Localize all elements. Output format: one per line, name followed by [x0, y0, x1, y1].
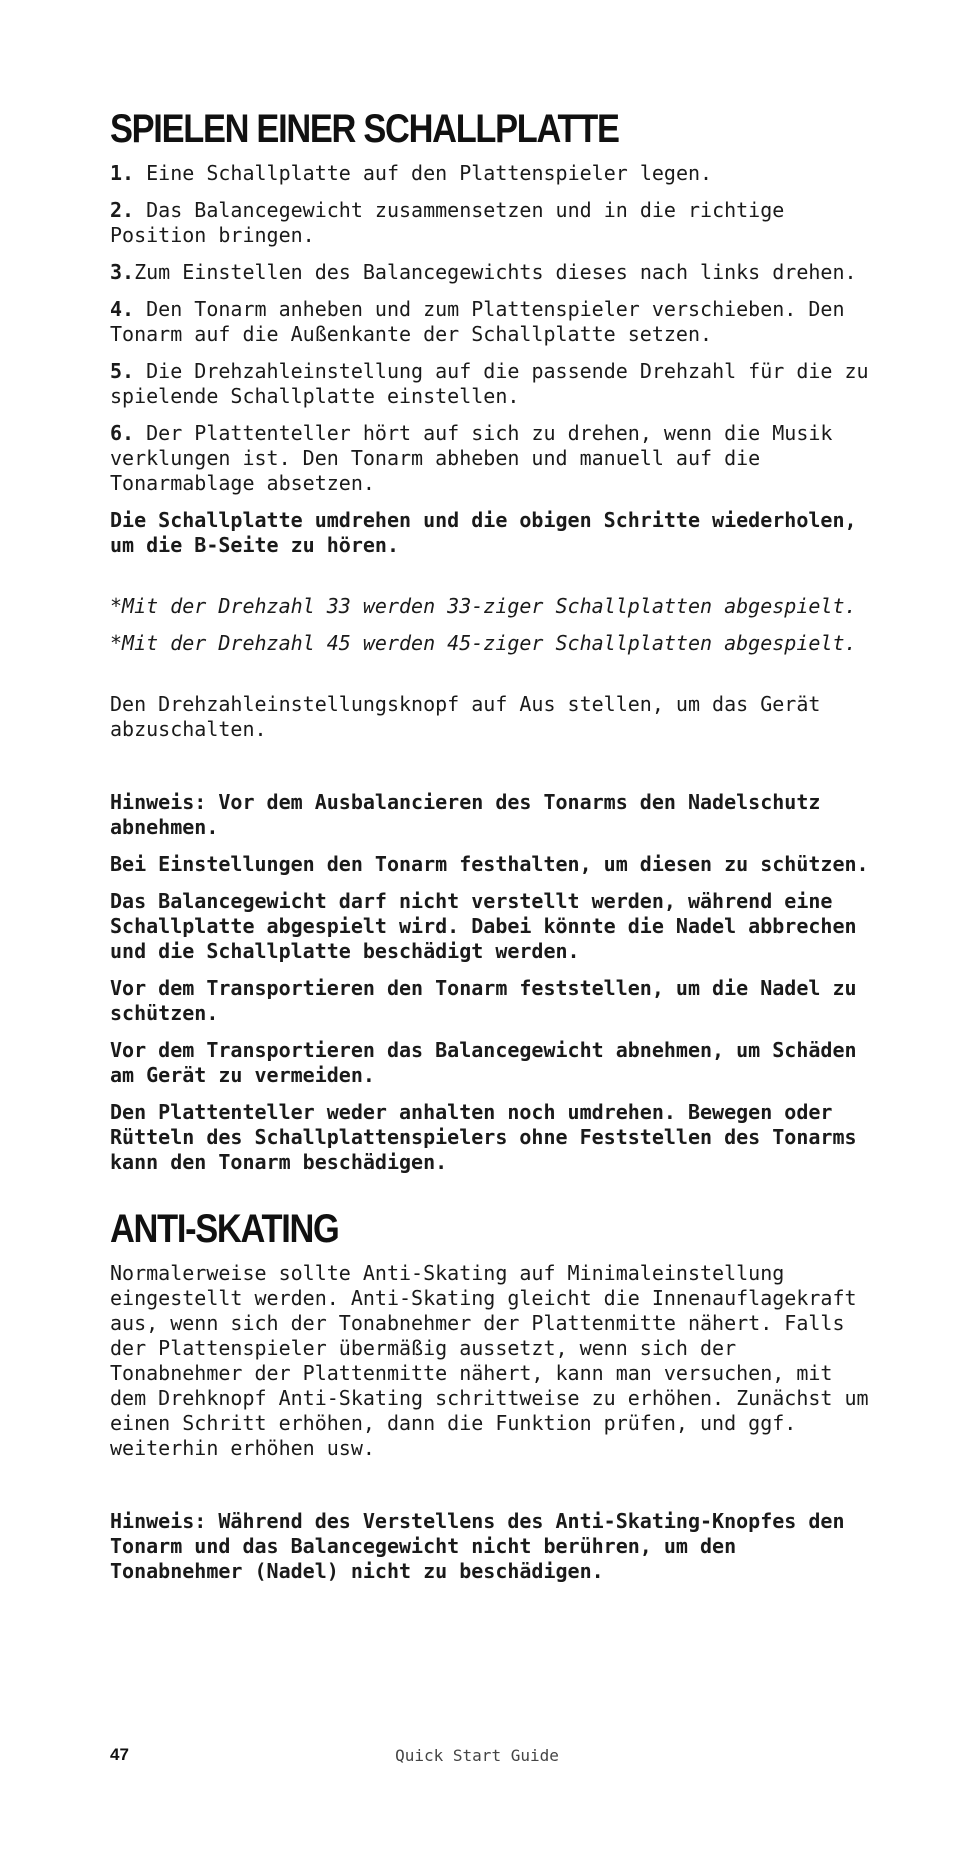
step-number: 6.	[110, 421, 135, 445]
warning-platter: Den Plattenteller weder anhalten noch umdrehen. Bewegen oder Rütteln des Schallplattenspielers ohne Feststellen des Tonarms kann den Tonarm beschädigen.	[110, 1100, 857, 1174]
page-number: 47	[110, 1745, 129, 1764]
warning-transport-counterweight: Vor dem Transportieren das Balancegewicht abnehmen, um Schäden am Gerät zu vermeiden.	[110, 1038, 857, 1087]
warning-hold-tonearm: Bei Einstellungen den Tonarm festhalten, um diesen zu schützen.	[110, 852, 869, 876]
flip-record-note: Die Schallplatte umdrehen und die obigen Schritte wiederholen, um die B-Seite zu hören.	[110, 508, 857, 557]
step-text: Zum Einstellen des Balancegewichts dieses nach links drehen.	[134, 260, 857, 284]
page-content	[110, 105, 870, 1596]
step-1	[110, 161, 870, 186]
step-4	[110, 297, 870, 347]
step-number: 1.	[110, 161, 135, 185]
warning-transport-tonearm: Vor dem Transportieren den Tonarm feststellen, um die Nadel zu schützen.	[110, 976, 857, 1025]
step-2	[110, 198, 870, 248]
step-number: 2.	[110, 198, 135, 222]
speed-note-33: *Mit der Drehzahl 33 werden 33-ziger Schallplatten abgespielt.	[110, 594, 857, 618]
step-number: 3.	[110, 260, 135, 284]
warning-counterweight: Das Balancegewicht darf nicht verstellt werden, während eine Schallplatte abgespielt wird. Dabei könnte die Nadel abbrechen und die Schallplatte beschädigt werden.	[110, 889, 857, 963]
anti-skating-note: Hinweis: Während des Verstellens des Anti-Skating-Knopfes den Tonarm und das Balancegewicht nicht berühren, um den Tonabnehmer (Nadel) nicht zu beschädigen.	[110, 1509, 845, 1583]
step-number: 4.	[110, 297, 135, 321]
step-text: Die Drehzahleinstellung auf die passende Drehzahl für die zu spielende Schallplatte einstellen.	[110, 359, 869, 408]
step-number: 5.	[110, 359, 135, 383]
anti-skating-body: Normalerweise sollte Anti-Skating auf Minimaleinstellung eingestellt werden. Anti-Skating gleicht die Innenauflagekraft aus, wenn sich der Tonabnehmer der Plattenmitte nähert. Falls der Plattenspieler übermäßig aussetzt, wenn sich der Tonabnehmer der Plattenmitte nähert, kann man versuchen, mit dem Drehknopf Anti-Skating schrittweise zu erhöhen. Zunächst um einen Schritt erhöhen, dann die Funktion prüfen, und ggf. weiterhin erhöhen usw.	[110, 1261, 869, 1460]
speed-note-45: *Mit der Drehzahl 45 werden 45-ziger Schallplatten abgespielt.	[110, 631, 857, 655]
section-title-anti-skating: ANTI-SKATING	[110, 1207, 339, 1251]
step-text: Das Balancegewicht zusammensetzen und in die richtige Position bringen.	[110, 198, 785, 247]
step-3	[110, 260, 870, 285]
step-6	[110, 421, 870, 496]
footer-guide-title: Quick Start Guide	[395, 1746, 559, 1765]
step-text: Der Plattenteller hört auf sich zu drehen, wenn die Musik verklungen ist. Den Tonarm abheben und manuell auf die Tonarmablage absetzen.	[110, 421, 833, 495]
warning-stylus-guard: Hinweis: Vor dem Ausbalancieren des Tonarms den Nadelschutz abnehmen.	[110, 790, 821, 839]
step-text: Den Tonarm anheben und zum Plattenspieler verschieben. Den Tonarm auf die Außenkante der Schallplatte setzen.	[110, 297, 845, 346]
section-title-playing: SPIELEN EINER SCHALLPLATTE	[110, 107, 619, 151]
power-off-instruction: Den Drehzahleinstellungsknopf auf Aus stellen, um das Gerät abzuschalten.	[110, 692, 821, 741]
step-text: Eine Schallplatte auf den Plattenspieler legen.	[134, 161, 713, 185]
step-5	[110, 359, 870, 409]
